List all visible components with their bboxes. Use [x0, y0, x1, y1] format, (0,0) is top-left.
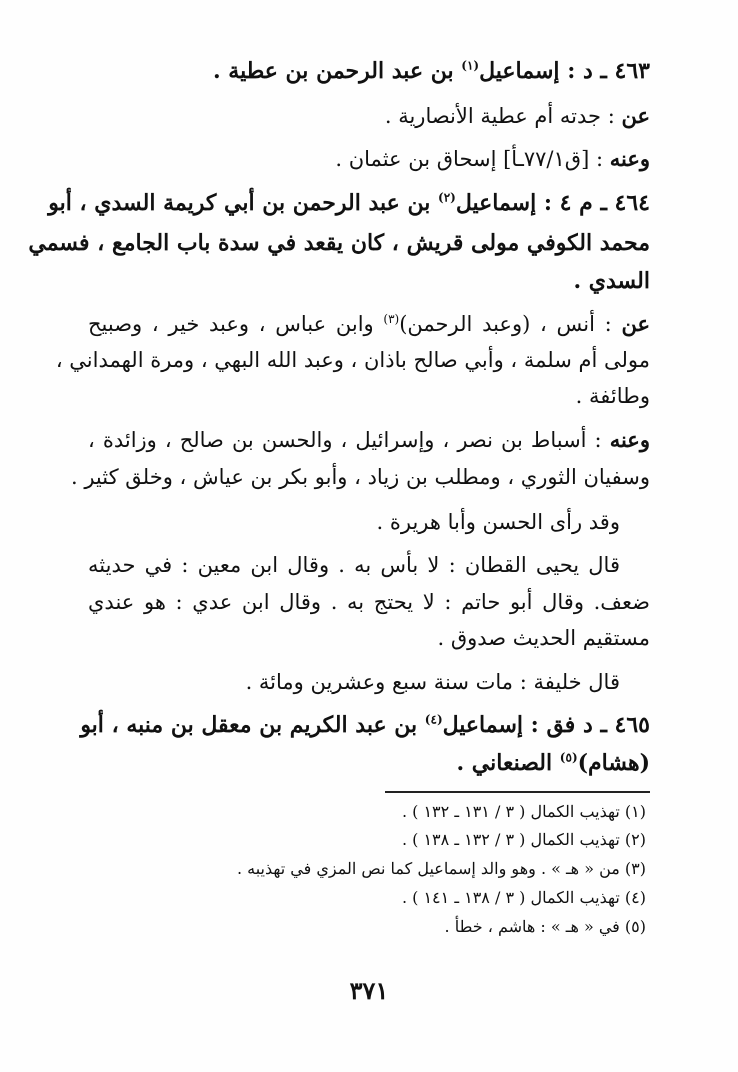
footnote-4: (٤) تهذيب الكمال ( ٣ / ١٣٨ ـ ١٤١ ) .	[401, 888, 646, 907]
entry-465-heading-start: ٤٦٥ ـ د فق : إسماعيل	[442, 712, 650, 738]
from-label: عن	[621, 103, 650, 128]
from-label: عن	[621, 311, 650, 336]
footnote-1: (١) تهذيب الكمال ( ٣ / ١٣١ ـ ١٣٢ ) .	[401, 802, 646, 821]
entry-464-from-line-3: وطائفة .	[575, 384, 650, 408]
from-text-end: وابن عباس ، وعبد خير ، وصبيح	[88, 312, 374, 336]
entry-465-heading-line-2	[88, 748, 650, 778]
entry-464-opinions-line-3: مستقيم الحديث صدوق .	[437, 626, 650, 650]
from-text: : جدته أم عطية الأنصارية .	[384, 104, 615, 128]
to-label: وعنه	[609, 427, 650, 452]
footnote-2: (٢) تهذيب الكمال ( ٣ / ١٣٢ ـ ١٣٨ ) .	[401, 830, 646, 849]
entry-463-from	[88, 101, 650, 131]
nisba: الصنعاني .	[456, 750, 553, 776]
entry-465-heading-end: بن عبد الكريم بن معقل بن منبه ، أبو	[80, 712, 418, 738]
entry-code: ـ د :	[567, 58, 607, 84]
from-text-start: : أنس ، (وعبد الرحمن)	[399, 312, 612, 336]
page-number: ٣٧١	[349, 976, 389, 1005]
footnote-ref: (١)	[461, 58, 480, 73]
kunya: (هشام)	[577, 750, 650, 776]
entry-463-heading	[88, 56, 650, 86]
entry-464-from-line-2: مولى أم سلمة ، وأبي صالح باذان ، وعبد الله البهي ، ومرة الهمداني ،	[55, 348, 650, 372]
entry-464-opinions-line-2: ضعف. وقال أبو حاتم : لا يحتج به . وقال ابن عدي : هو عندي	[88, 590, 650, 614]
footnote-separator	[385, 791, 650, 793]
entry-lineage: بن عبد الرحمن بن عطية .	[212, 58, 454, 84]
entry-464-saw: وقد رأى الحسن وأبا هريرة .	[376, 510, 620, 534]
footnote-ref: (٢)	[438, 190, 456, 205]
entry-464-to-line-1	[88, 425, 650, 455]
entry-name: إسماعيل	[479, 58, 560, 84]
to-text: : [ق٧٧/١ـأ] إسحاق بن عثمان .	[335, 147, 604, 171]
footnote-ref: (٥)	[559, 750, 578, 765]
to-text: : أسباط بن نصر ، وإسرائيل ، والحسن بن صالح ، وزائدة ،	[88, 428, 602, 452]
footnote-3: (٣) من « هـ » . وهو والد إسماعيل كما نص المزي في تهذيبه .	[236, 859, 646, 878]
footnote-ref: (٣)	[383, 312, 400, 326]
entry-464-death: قال خليفة : مات سنة سبع وعشرين ومائة .	[245, 670, 620, 694]
entry-464-to-line-2: وسفيان الثوري ، ومطلب بن زياد ، وأبو بكر بن عياش ، وخلق كثير .	[70, 465, 650, 489]
entry-463-to	[88, 144, 650, 174]
to-label: وعنه	[609, 146, 650, 171]
entry-465-heading-line-1	[80, 710, 650, 740]
footnote-5: (٥) في « هـ » : هاشم ، خطأ .	[444, 917, 646, 936]
entry-number: ٤٦٣	[614, 58, 650, 84]
entry-464-heading-end: بن عبد الرحمن بن أبي كريمة السدي ، أبو	[48, 190, 431, 216]
entry-464-from-line-1	[88, 309, 650, 339]
entry-464-heading-line-2: محمد الكوفي مولى قريش ، كان يقعد في سدة باب الجامع ، فسمي	[28, 230, 650, 256]
entry-464-heading-line-3: السدي .	[573, 268, 650, 294]
entry-464-heading-line-1	[48, 188, 650, 218]
footnote-ref: (٤)	[424, 712, 443, 727]
entry-464-heading-start: ٤٦٤ ـ م ٤ : إسماعيل	[455, 190, 650, 216]
entry-464-opinions-line-1: قال يحيى القطان : لا بأس به . وقال ابن معين : في حديثه	[88, 553, 620, 577]
